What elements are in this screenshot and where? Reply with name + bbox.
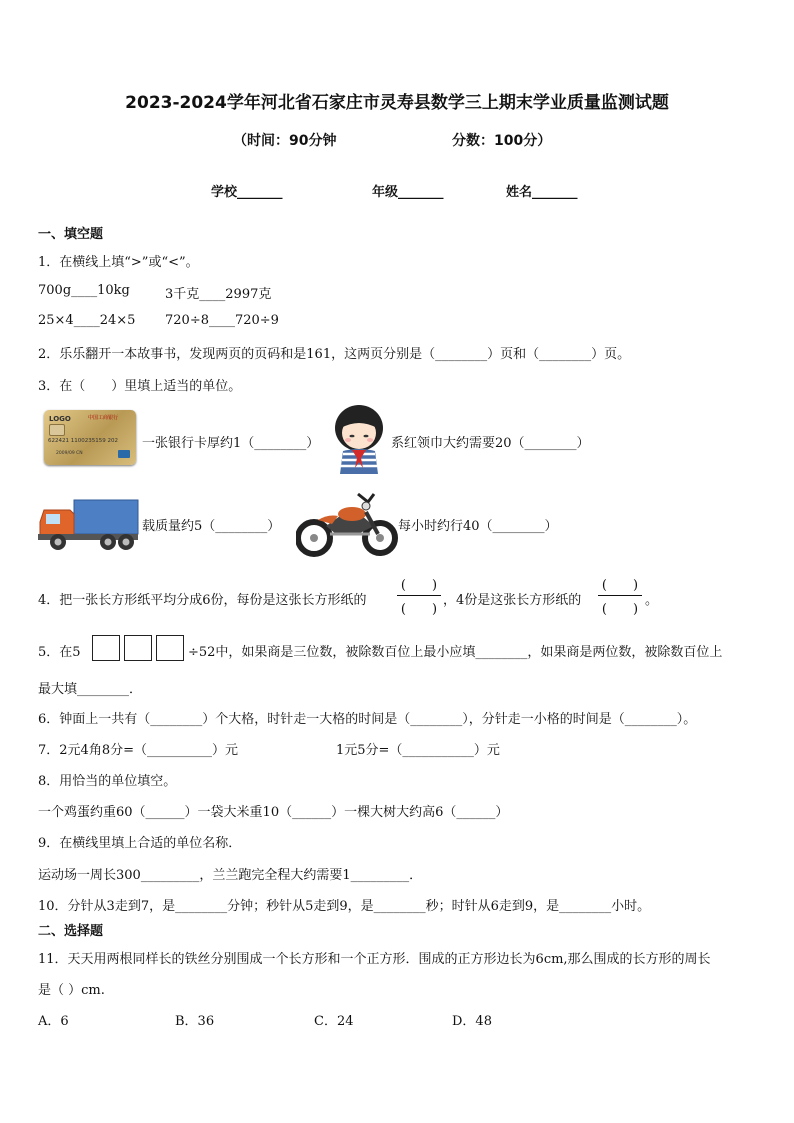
- q3-item-d: 每小时约行40（________）: [398, 519, 558, 534]
- q7-item-a: 7．2元4角8分=（__________）元: [38, 743, 238, 758]
- q4-end: 。: [645, 593, 659, 608]
- fraction-bar: [598, 595, 642, 596]
- fraction-1-denominator: ( ): [400, 602, 438, 617]
- fraction-2: [598, 574, 642, 617]
- fraction-1-numerator: ( ): [400, 578, 438, 593]
- question-11-line-2: 是（ ）cm.: [38, 983, 105, 998]
- fraction-2-denominator: ( ): [601, 602, 639, 617]
- q1-item-a: 700g____10kg: [38, 283, 130, 298]
- fraction-bar: [397, 595, 441, 596]
- score-label: 分数：100分）: [452, 133, 552, 149]
- time-label: （时间：90分钟: [233, 133, 337, 149]
- option-d[interactable]: D．48: [452, 1014, 492, 1029]
- section-fill-blank: 一、填空题: [38, 227, 104, 242]
- q3-item-a: 一张银行卡厚约1（________）: [142, 436, 320, 451]
- q1-item-d: 720÷8____720÷9: [165, 313, 279, 328]
- q7-item-b: 1元5分=（___________）元: [336, 743, 500, 758]
- digit-box-1[interactable]: [92, 635, 120, 661]
- girl-red-scarf-icon: [330, 402, 388, 476]
- q5-text-a: 5．在5: [38, 645, 81, 660]
- digit-box-2[interactable]: [124, 635, 152, 661]
- q9-items: 运动场一周长300_________，兰兰跑完全程大约需要1_________．: [38, 868, 423, 883]
- q1-item-c: 25×4____24×5: [38, 313, 136, 328]
- school-field: 学校_______: [211, 185, 283, 200]
- truck-icon: [38, 496, 140, 552]
- question-3: 3．在（ ）里填上适当的单位。: [38, 379, 242, 394]
- question-10: 10．分针从3走到7，是________分钟；秒针从5走到9，是________秒；时针从6走到9，是________小时。: [38, 899, 651, 914]
- bank-card-image: [44, 410, 136, 465]
- unionpay-icon: [118, 450, 130, 458]
- question-1: 1．在横线上填“>”或“<”。: [38, 255, 199, 270]
- exam-title: 2023-2024学年河北省石家庄市灵寿县数学三上期末学业质量监测试题: [125, 93, 669, 113]
- option-a[interactable]: A．6: [38, 1014, 69, 1029]
- question-2: 2．乐乐翻开一本故事书，发现两页的页码和是161，这两页分别是（________）页和（________）页。: [38, 347, 631, 362]
- q3-item-b: 系红领巾大约需要20（________）: [391, 436, 590, 451]
- question-9: 9．在横线里填上合适的单位名称．: [38, 836, 242, 851]
- fraction-2-numerator: ( ): [601, 578, 639, 593]
- fraction-1: [397, 574, 441, 617]
- q4-text-b: ，4份是这张长方形纸的: [443, 593, 582, 608]
- card-number: 622421 1100235159 202: [48, 438, 118, 444]
- option-b[interactable]: B．36: [175, 1014, 215, 1029]
- card-logo-text: LOGO: [49, 415, 71, 423]
- card-chip-icon: [49, 424, 65, 436]
- digit-box-3[interactable]: [156, 635, 184, 661]
- question-11-line-1: 11．天天用两根同样长的铁丝分别围成一个长方形和一个正方形．围成的正方形边长为6cm,那么围成的长方形的周长: [38, 952, 711, 967]
- question-8: 8．用恰当的单位填空。: [38, 774, 177, 789]
- q4-text-a: 4．把一张长方形纸平均分成6份，每份是这张长方形纸的: [38, 593, 367, 608]
- q5-text-b: ÷52中，如果商是三位数，被除数百位上最小应填________，如果商是两位数，被除数百位上: [188, 645, 723, 660]
- motorcycle-icon: [296, 486, 398, 558]
- grade-field: 年级_______: [372, 185, 444, 200]
- question-6: 6．钟面上一共有（________）个大格，时针走一大格的时间是（________），分针走一小格的时间是（________）。: [38, 712, 697, 727]
- name-field: 姓名_______: [506, 185, 578, 200]
- section-choice: 二、选择题: [38, 924, 104, 939]
- card-bank-name: 中国工商银行: [88, 415, 119, 421]
- card-date: 2009/09 CN: [56, 451, 83, 456]
- q1-item-b: 3千克____2997克: [165, 287, 272, 302]
- option-c[interactable]: C．24: [314, 1014, 354, 1029]
- q5-text-c: 最大填________．: [38, 682, 143, 697]
- q8-items: 一个鸡蛋约重60（______）一袋大米重10（______）一棵大树大约高6（______）: [38, 805, 509, 820]
- q3-item-c: 载质量约5（________）: [142, 519, 281, 534]
